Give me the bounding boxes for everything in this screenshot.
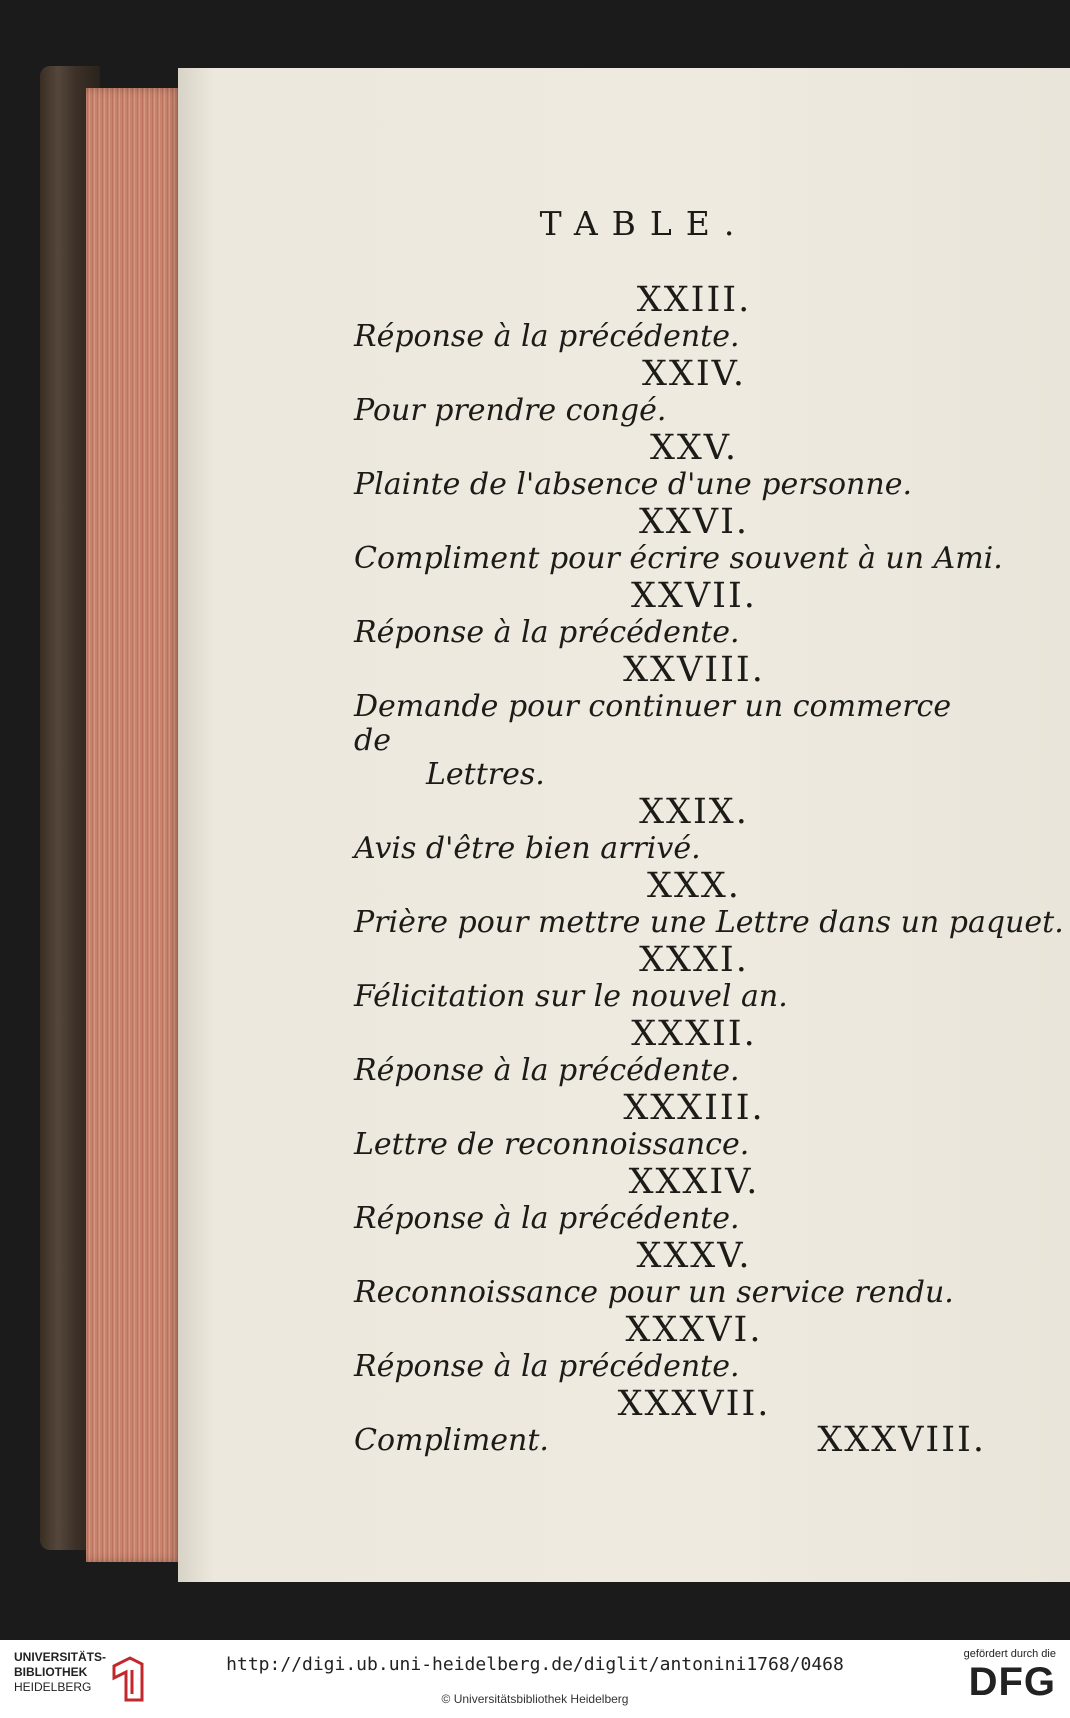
list-item <box>178 280 1070 354</box>
list-item <box>178 1236 1070 1310</box>
entry-numeral: XXXI. <box>639 940 749 980</box>
library-name-line: HEIDELBERG <box>14 1680 92 1694</box>
permalink-url[interactable]: http://digi.ub.uni-heidelberg.de/diglit/antonini1768/0468 <box>226 1654 844 1675</box>
funder-credit[interactable] <box>964 1648 1056 1704</box>
list-item <box>178 428 1070 502</box>
entry-title: Avis d'être bien arrivé. <box>354 831 701 866</box>
page-title: TABLE. <box>539 204 749 243</box>
entry-title: Lettre de reconnoissance. <box>354 1127 750 1162</box>
entry-numeral: XXX. <box>647 866 741 906</box>
viewer-footer <box>0 1640 1070 1718</box>
entry-title: Réponse à la précédente. <box>354 1053 740 1088</box>
entry-title <box>354 690 990 792</box>
entry-title-line: Lettres. <box>426 757 545 792</box>
dfg-logo: DFG <box>968 1660 1056 1704</box>
list-item <box>178 576 1070 650</box>
entry-numeral: XXIV. <box>642 354 746 394</box>
entry-title: Pour prendre congé. <box>354 393 667 428</box>
entry-title: Compliment. <box>354 1423 549 1458</box>
entry-numeral: XXXIII. <box>623 1088 765 1128</box>
entry-numeral: XXXVII. <box>617 1384 771 1424</box>
entry-title: Réponse à la précédente. <box>354 1349 740 1384</box>
book-page <box>178 68 1070 1582</box>
library-name-line: UNIVERSITÄTS- <box>14 1650 107 1664</box>
list-item <box>178 940 1070 1014</box>
entry-numeral: XXXIV. <box>628 1162 760 1202</box>
entry-numeral: XXVII. <box>631 576 757 616</box>
entry-numeral: XXV. <box>649 428 739 468</box>
entry-title: Compliment pour écrire souvent à un Ami. <box>354 541 1003 576</box>
page-edges <box>86 88 182 1562</box>
entry-numeral: XXVIII. <box>623 650 765 690</box>
entry-numeral: XXIX. <box>639 792 749 832</box>
entry-numeral: XXXII. <box>631 1014 757 1054</box>
table-entries <box>178 280 1070 1458</box>
list-item <box>178 502 1070 576</box>
catchword-numeral: XXXVIII. <box>817 1420 986 1460</box>
list-item <box>178 354 1070 428</box>
entry-title-line: Demande pour continuer un commerce de <box>354 689 952 758</box>
entry-numeral: XXVI. <box>638 502 750 542</box>
entry-title: Réponse à la précédente. <box>354 1201 740 1236</box>
list-item <box>178 1162 1070 1236</box>
funded-by-label: gefördert durch die <box>963 1648 1056 1660</box>
list-item <box>178 1014 1070 1088</box>
entry-numeral: XXXVI. <box>625 1310 763 1350</box>
list-item <box>178 650 1070 792</box>
entry-title: Félicitation sur le nouvel an. <box>354 979 788 1014</box>
list-item <box>178 866 1070 940</box>
entry-numeral: XXXV. <box>636 1236 752 1276</box>
list-item <box>178 792 1070 866</box>
entry-numeral: XXIII. <box>636 280 752 320</box>
entry-title: Prière pour mettre une Lettre dans un paquet. <box>354 905 1064 940</box>
entry-title: Réponse à la précédente. <box>354 319 740 354</box>
library-name-line: BIBLIOTHEK <box>14 1665 88 1679</box>
entry-title: Réponse à la précédente. <box>354 615 740 650</box>
list-item <box>178 1088 1070 1162</box>
entry-title: Reconnoissance pour un service rendu. <box>354 1275 954 1310</box>
list-item <box>178 1310 1070 1384</box>
copyright-notice: © Universitätsbibliothek Heidelberg <box>441 1692 629 1706</box>
entry-title: Plainte de l'absence d'une personne. <box>354 467 912 502</box>
